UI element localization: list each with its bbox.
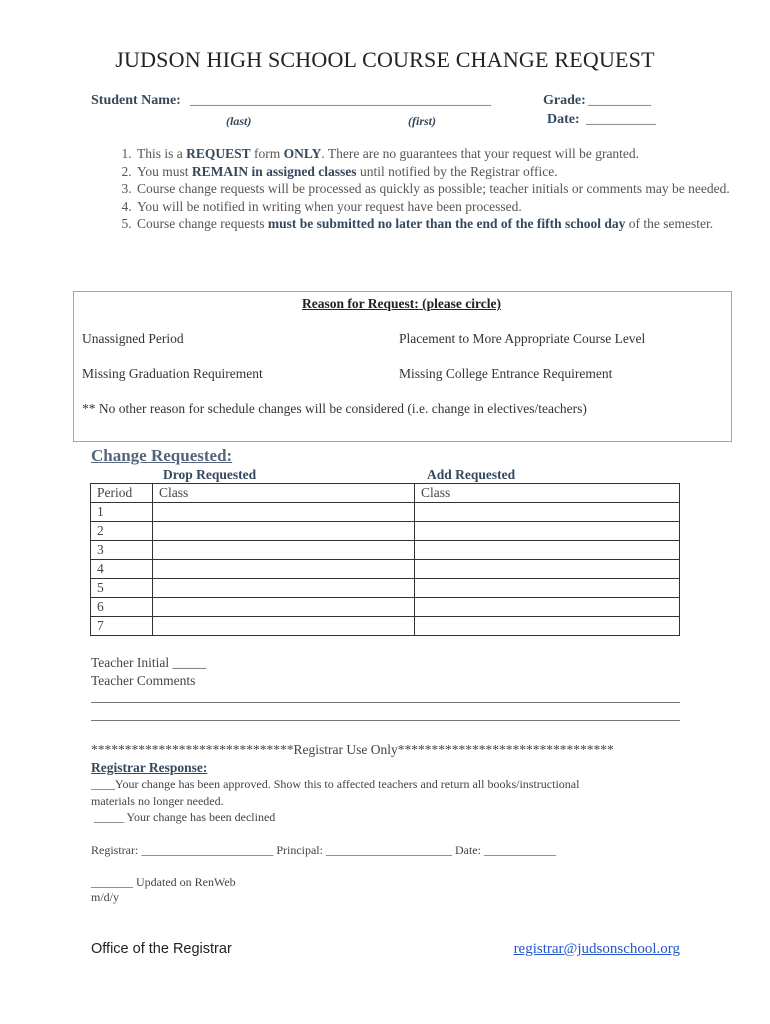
drop-class-cell[interactable] [153, 598, 415, 617]
add-class-cell[interactable] [415, 541, 680, 560]
drop-class-cell[interactable] [153, 541, 415, 560]
rule-emphasis: ONLY [283, 146, 322, 161]
drop-requested-label: Drop Requested [163, 467, 257, 482]
table-row [91, 560, 680, 579]
table-row [91, 617, 680, 636]
approved-line-1: ____Your change has been approved. Show this to affected teachers and return all books/instructional [91, 777, 580, 791]
drop-class-cell[interactable] [153, 522, 415, 541]
table-row [91, 541, 680, 560]
rule-text: form [250, 146, 284, 161]
rule-text: Course change requests will be processed as quickly as possible; teacher initials or comments may be needed. [137, 181, 730, 196]
rule-item [135, 163, 735, 181]
drop-class-cell[interactable] [153, 503, 415, 522]
drop-class-cell[interactable] [153, 560, 415, 579]
rule-text: Course change requests [137, 216, 268, 231]
student-name-field[interactable]: ___________________________________________ [190, 93, 491, 108]
comment-line-1[interactable] [91, 702, 680, 703]
period-number: 3 [91, 541, 153, 560]
reason-option-college-entrance[interactable]: Missing College Entrance Requirement [399, 366, 613, 381]
approved-line-2: materials no longer needed. [91, 794, 224, 808]
drop-class-cell[interactable] [153, 579, 415, 598]
period-number: 2 [91, 522, 153, 541]
last-name-caption: (last) [226, 114, 252, 128]
reason-note: ** No other reason for schedule changes will be considered (i.e. change in electives/teachers) [82, 401, 587, 416]
add-requested-label: Add Requested [427, 467, 516, 482]
rule-item [135, 145, 735, 163]
table-header-row [91, 484, 680, 503]
registrar-use-only-banner: ******************************Registrar Use Only******************************** [91, 742, 614, 757]
student-name-label: Student Name: [91, 93, 181, 108]
grade-field[interactable]: _________ [588, 93, 651, 108]
add-class-cell[interactable] [415, 598, 680, 617]
drop-class-cell[interactable] [153, 617, 415, 636]
rule-item [135, 215, 735, 233]
rule-emphasis: must be submitted no later than the end of the fifth school day [267, 216, 626, 231]
rule-text: until notified by the Registrar office. [356, 163, 558, 179]
rule-emphasis: REQUEST [186, 146, 251, 161]
teacher-comments-label: Teacher Comments [91, 673, 196, 688]
rule-text: You will be notified in writing when your request have been processed. [137, 198, 522, 214]
col-add-class-header: Class [415, 484, 680, 503]
form-title: JUDSON HIGH SCHOOL COURSE CHANGE REQUEST [115, 47, 655, 72]
grade-label: Grade: [543, 93, 586, 108]
add-class-cell[interactable] [415, 560, 680, 579]
rule-emphasis: REMAIN in assigned classes [191, 163, 357, 179]
add-class-cell[interactable] [415, 579, 680, 598]
period-number: 6 [91, 598, 153, 617]
period-number: 1 [91, 503, 153, 522]
col-period-header: Period [91, 484, 153, 503]
table-row [91, 579, 680, 598]
registrar-response-heading: Registrar Response: [91, 760, 208, 775]
period-number: 4 [91, 560, 153, 579]
rule-text: You must [137, 163, 192, 179]
rules-list [90, 145, 735, 233]
signature-line[interactable]: Registrar: ______________________ Principal: _____________________ Date: ____________ [91, 843, 556, 857]
date-label: Date: [547, 112, 580, 127]
change-table [90, 483, 680, 636]
date-format-caption: m/d/y [91, 890, 120, 904]
comment-line-2[interactable] [91, 720, 680, 721]
reason-option-graduation[interactable]: Missing Graduation Requirement [82, 366, 263, 381]
add-class-cell[interactable] [415, 617, 680, 636]
change-requested-heading: Change Requested: [91, 446, 233, 465]
reason-option-placement[interactable]: Placement to More Appropriate Course Level [399, 331, 646, 346]
add-class-cell[interactable] [415, 503, 680, 522]
rule-text: . There are no guarantees that your request will be granted. [321, 146, 640, 161]
first-name-caption: (first) [408, 114, 436, 128]
teacher-initial-field[interactable]: Teacher Initial _____ [91, 655, 207, 670]
period-number: 5 [91, 579, 153, 598]
period-number: 7 [91, 617, 153, 636]
table-row [91, 503, 680, 522]
rule-text: This is a [137, 146, 187, 161]
table-row [91, 598, 680, 617]
table-row [91, 522, 680, 541]
rule-text: of the semester. [625, 216, 714, 231]
declined-line: _____ Your change has been declined [91, 810, 276, 824]
rule-item [135, 180, 735, 198]
rule-item [135, 198, 735, 216]
col-drop-class-header: Class [153, 484, 415, 503]
renweb-updated-line[interactable]: _______ Updated on RenWeb [91, 875, 236, 889]
add-class-cell[interactable] [415, 522, 680, 541]
registrar-email-link[interactable]: registrar@judsonschool.org [513, 941, 680, 957]
reason-option-unassigned-period[interactable]: Unassigned Period [82, 331, 184, 346]
date-field[interactable]: __________ [586, 112, 656, 127]
reason-heading: Reason for Request: (please circle) [302, 296, 501, 311]
office-of-registrar: Office of the Registrar [91, 941, 232, 957]
